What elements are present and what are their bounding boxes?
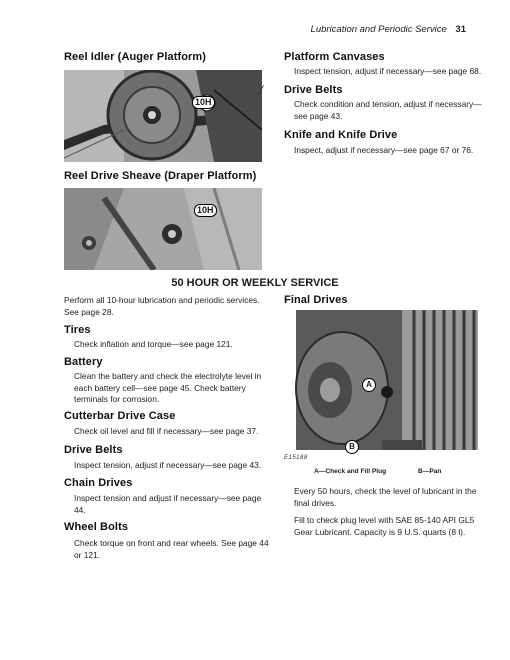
cutterbar-heading: Cutterbar Drive Case <box>64 410 176 422</box>
reel-drive-photo <box>64 188 262 270</box>
figure-number: E15188 <box>284 455 308 461</box>
wheel-bolts-text: Check torque on front and rear wheels. See page 44 or 121. <box>74 538 269 560</box>
reel-idler-photo <box>64 70 262 162</box>
platform-canvases-text: Inspect tension, adjust if necessary—see page 68. <box>294 66 482 76</box>
wheel-bolts-heading: Wheel Bolts <box>64 521 129 533</box>
tires-heading: Tires <box>64 324 91 336</box>
drive-belts-text-top: Check condition and tension, adjust if necessary—see page 43. <box>294 99 482 121</box>
knife-drive-heading: Knife and Knife Drive <box>284 129 398 141</box>
platform-canvases-heading: Platform Canvases <box>284 51 385 63</box>
reel-drive-heading: Reel Drive Sheave (Draper Platform) <box>64 170 257 182</box>
section-title: Lubrication and Periodic Service <box>310 24 447 35</box>
service-heading: 50 HOUR OR WEEKLY SERVICE <box>171 277 339 289</box>
reel-idler-heading: Reel Idler (Auger Platform) <box>64 51 207 63</box>
lube-10h-label: 10H <box>192 96 215 109</box>
drive-belts-text: Inspect tension, adjust if necessary—see page 43. <box>74 460 262 470</box>
lube-10h-label-2: 10H <box>194 204 217 217</box>
tires-text: Check inflation and torque—see page 121. <box>74 339 233 349</box>
caption-b: B—Pan <box>418 468 442 475</box>
chain-drives-heading: Chain Drives <box>64 477 133 489</box>
chain-drives-text: Inspect tension and adjust if necessary—see page 44. <box>74 493 262 515</box>
callout-b: B <box>345 440 359 454</box>
page-number: 31 <box>455 24 466 35</box>
caption-a: A—Check and Fill Plug <box>314 468 387 475</box>
drive-belts-heading: Drive Belts <box>64 444 123 456</box>
final-drives-heading: Final Drives <box>284 294 348 306</box>
final-drives-text-1: Every 50 hours, check the level of lubricant in the final drives. <box>294 486 477 508</box>
knife-drive-text: Inspect, adjust if necessary—see page 67 or 76. <box>294 145 474 155</box>
cutterbar-text: Check oil level and fill if necessary—see page 37. <box>74 426 259 436</box>
intro-text: Perform all 10-hour lubrication and periodic services. See page 28. <box>64 295 260 317</box>
arrow-mark-icon: ⁄ <box>260 82 263 98</box>
battery-heading: Battery <box>64 356 103 368</box>
drive-belts-heading-top: Drive Belts <box>284 84 343 96</box>
final-drives-photo <box>282 310 478 462</box>
final-drives-text-2: Fill to check plug level with SAE 85-140 API GL5 Gear Lubricant. Capacity is 9 U.S. quarts (8 l). <box>294 515 475 537</box>
battery-text: Clean the battery and check the electrolyte level in each battery cell—see page 45. Check battery terminals for corrosion. <box>74 371 262 404</box>
running-header <box>311 24 466 35</box>
callout-a: A <box>362 378 376 392</box>
